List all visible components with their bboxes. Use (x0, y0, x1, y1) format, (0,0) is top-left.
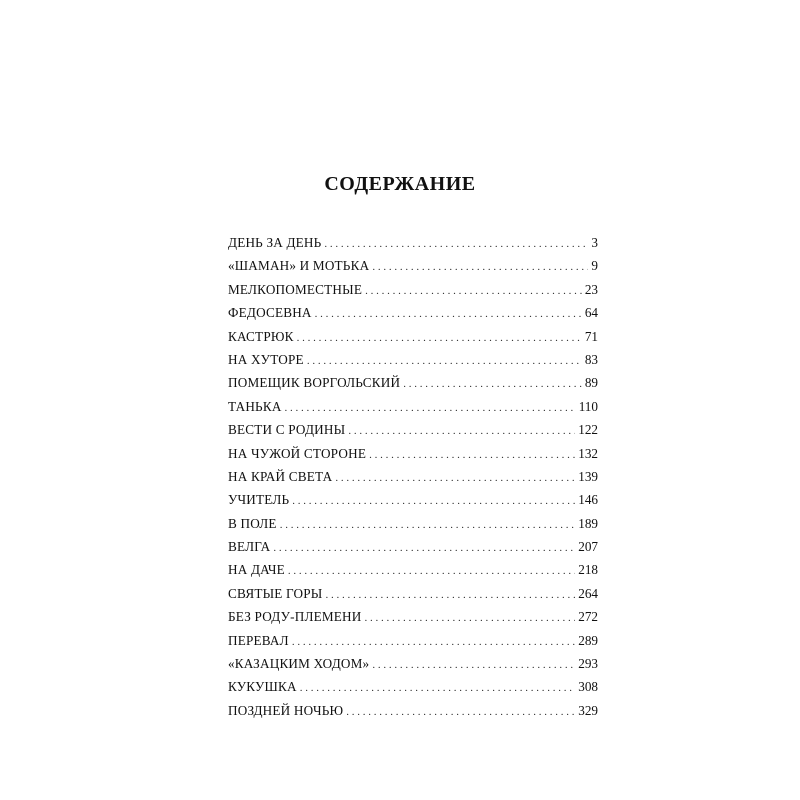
dot-leader (403, 373, 582, 396)
toc-entry[interactable] (228, 231, 598, 254)
toc-entry-title: КАСТРЮК (228, 328, 294, 344)
toc-entry-title: ФЕДОСЕВНА (228, 305, 312, 321)
dot-leader (292, 631, 575, 654)
dot-leader (372, 256, 588, 279)
toc-entry[interactable] (228, 699, 598, 722)
toc-entry-page: 9 (591, 258, 598, 274)
toc-entry-page: 139 (578, 468, 598, 484)
toc-entry[interactable] (228, 395, 598, 418)
toc-entry-page: 218 (578, 562, 598, 578)
dot-leader (307, 350, 582, 373)
toc-entry-title: НА КРАЙ СВЕТА (228, 468, 333, 484)
toc-entry-title: УЧИТЕЛЬ (228, 492, 290, 508)
toc-entry[interactable] (228, 465, 598, 488)
toc-entry-page: 83 (584, 351, 598, 367)
toc-entry-title: ПОМЕЩИК ВОРГОЛЬСКИЙ (228, 375, 401, 391)
toc-entry-title: СВЯТЫЕ ГОРЫ (228, 585, 323, 601)
toc-entry[interactable] (228, 371, 598, 394)
toc-entry[interactable] (228, 535, 598, 558)
toc-entry-page: 308 (578, 679, 598, 695)
toc-entry[interactable] (228, 675, 598, 698)
toc-entry-page: 64 (584, 305, 598, 321)
page-title: СОДЕРЖАНИЕ (324, 173, 476, 195)
toc-entry-title: НА ДАЧЕ (228, 562, 285, 578)
dot-leader (315, 303, 582, 326)
toc-entry-title: НА ЧУЖОЙ СТОРОНЕ (228, 445, 367, 461)
toc-entry[interactable] (228, 254, 598, 277)
dot-leader (365, 280, 582, 303)
toc-entry-title: ПЕРЕВАЛ (228, 632, 289, 648)
dot-leader (300, 677, 575, 700)
toc-entry[interactable] (228, 652, 598, 675)
toc-entry-title: БЕЗ РОДУ-ПЛЕМЕНИ (228, 609, 362, 625)
dot-leader (273, 537, 575, 560)
toc-entry-title: ВЕЛГА (228, 539, 271, 555)
toc-entry-title: КУКУШКА (228, 679, 297, 695)
toc-entry-title: ВЕСТИ С РОДИНЫ (228, 422, 346, 438)
toc-entry-page: 89 (584, 375, 598, 391)
toc-entry-page: 3 (591, 235, 598, 250)
toc-entry-page: 264 (578, 585, 598, 601)
toc-entry[interactable] (228, 558, 598, 581)
toc-entry-page: 329 (578, 702, 598, 718)
toc-entry-page: 289 (578, 632, 598, 648)
dot-leader (292, 490, 575, 513)
toc-entry-title: В ПОЛЕ (228, 515, 277, 531)
toc-entry-page: 110 (578, 398, 598, 414)
toc-entry-page: 132 (578, 445, 598, 461)
dot-leader (335, 467, 575, 490)
toc-entry-title: «ШАМАН» И МОТЬКА (228, 258, 370, 274)
toc-entry[interactable] (228, 512, 598, 535)
dot-leader (372, 654, 575, 677)
toc-entry-page: 293 (578, 656, 598, 672)
toc-entry-title: ПОЗДНЕЙ НОЧЬЮ (228, 702, 344, 718)
dot-leader (326, 584, 576, 607)
toc-entry-page: 71 (584, 328, 598, 344)
toc-entry[interactable] (228, 605, 598, 628)
toc-entry-page: 272 (578, 609, 598, 625)
table-of-contents (228, 231, 598, 722)
toc-entry-page: 189 (578, 515, 598, 531)
dot-leader (369, 444, 575, 467)
toc-entry-page: 23 (584, 281, 598, 297)
toc-entry[interactable] (228, 325, 598, 348)
dot-leader (365, 607, 576, 630)
toc-entry-page: 146 (578, 492, 598, 508)
toc-entry[interactable] (228, 629, 598, 652)
toc-entry[interactable] (228, 582, 598, 605)
dot-leader (285, 397, 576, 420)
toc-entry-page: 207 (578, 539, 598, 555)
toc-entry-page: 122 (578, 422, 598, 438)
toc-entry[interactable] (228, 418, 598, 441)
dot-leader (348, 420, 575, 443)
toc-entry-title: МЕЛКОПОМЕСТНЫЕ (228, 281, 363, 297)
toc-entry-title: ТАНЬКА (228, 398, 282, 414)
dot-leader (346, 701, 575, 724)
dot-leader (288, 560, 575, 583)
toc-entry[interactable] (228, 442, 598, 465)
toc-entry[interactable] (228, 301, 598, 324)
toc-entry[interactable] (228, 278, 598, 301)
dot-leader (280, 514, 576, 537)
dot-leader (297, 327, 582, 350)
toc-entry[interactable] (228, 348, 598, 371)
toc-entry[interactable] (228, 488, 598, 511)
toc-entry-title: НА ХУТОРЕ (228, 351, 304, 367)
dot-leader (324, 233, 588, 256)
toc-entry-title: ДЕНЬ ЗА ДЕНЬ (228, 235, 322, 250)
toc-entry-title: «КАЗАЦКИМ ХОДОМ» (228, 656, 370, 672)
